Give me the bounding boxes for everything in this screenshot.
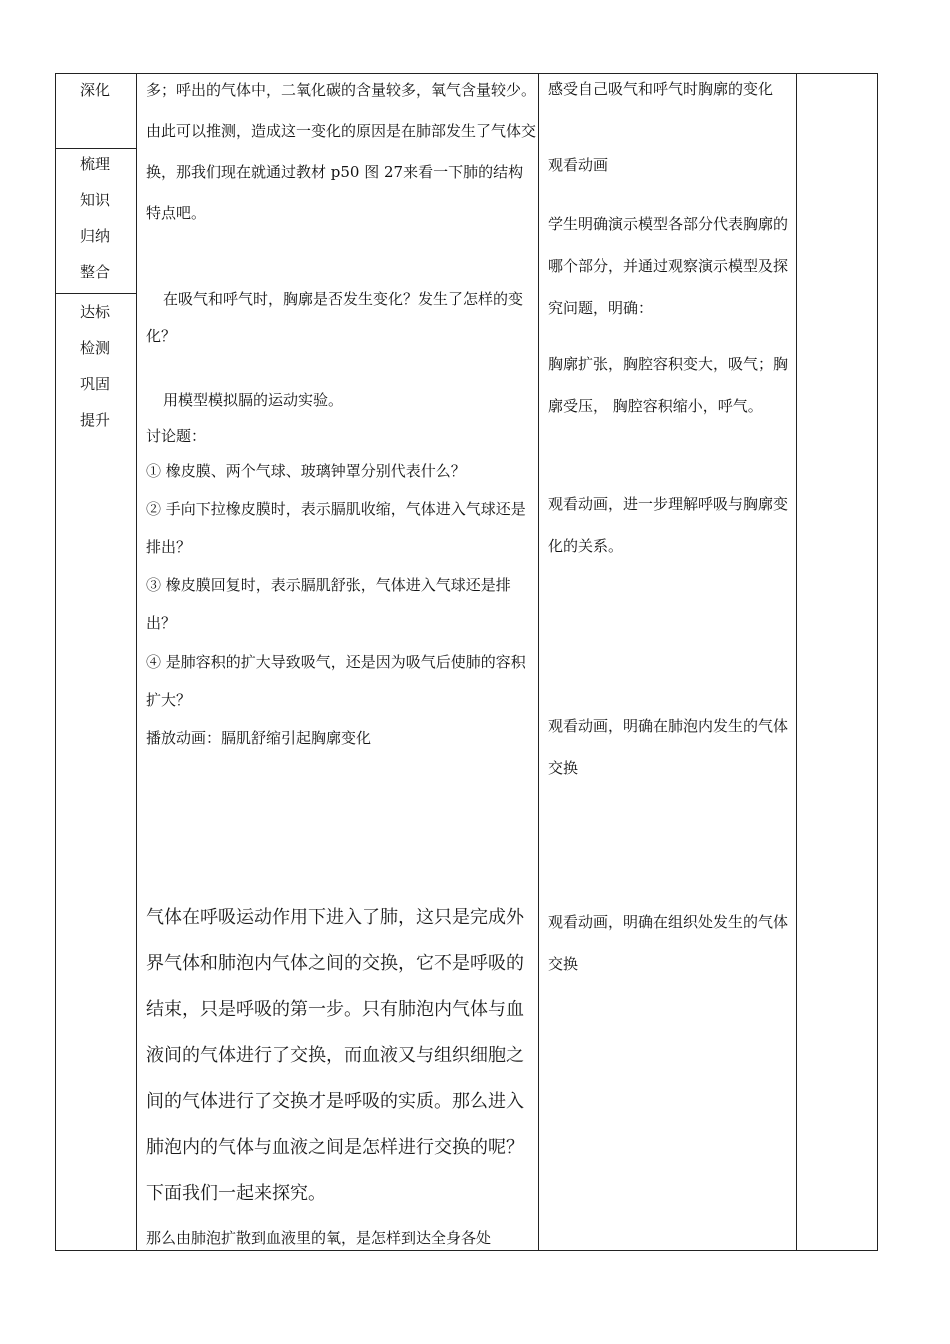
teacher-paragraph-lung-structure: 多；呼出的气体中，二氧化碳的含量较多，氧气含量较少。由此可以推测，造成这一变化的原因是在肺部发生了气体交换，那我们现在就通过教材 p50 图 27来看一下肺的结构特点吧。 (146, 81, 537, 222)
column-divider (538, 73, 539, 1251)
stage-label-summarize: 梳理 知识 归纳 整合 (80, 155, 111, 281)
discussion-question-2: ② 手向下拉橡皮膜时，表示膈肌收缩，气体进入气球还是排出？ (146, 500, 526, 556)
column-divider (796, 73, 797, 1251)
stage-label-assess: 达标 检测 巩固 提升 (80, 303, 111, 429)
teacher-discussion-heading: 讨论题： (146, 427, 207, 445)
discussion-question-3: ③ 橡皮膜回复时，表示膈肌舒张，气体进入气球还是排出？ (146, 576, 511, 632)
teacher-paragraph-oxygen-transport: 那么由肺泡扩散到血液里的氧，是怎样到达全身各处 (146, 1229, 492, 1247)
student-activity-model: 学生明确演示模型各部分代表胸廓的哪个部分，并通过观察演示模型及探究问题，明确： (548, 215, 789, 317)
teacher-play-animation: 播放动画：膈肌舒缩引起胸廓变化 (146, 729, 372, 747)
teacher-model-experiment: 用模型模拟膈的运动实验。 (163, 391, 344, 409)
stage-label-deepen: 深化 (80, 81, 111, 99)
discussion-question-4: ④ 是肺容积的扩大导致吸气，还是因为吸气后使肺的容积扩大？ (146, 653, 526, 709)
column-divider (136, 73, 137, 1251)
student-activity-feel-chest: 感受自己吸气和呼气时胸廓的变化 (548, 80, 774, 98)
student-conclusion: 胸廓扩张，胸腔容积变大，吸气；胸廓受压， 胸腔容积缩小，呼气。 (548, 355, 789, 415)
student-activity-alveoli: 观看动画，明确在肺泡内发生的气体交换 (548, 717, 789, 777)
student-activity-watch: 观看动画 (548, 156, 609, 174)
teacher-paragraph-gas-exchange: 气体在呼吸运动作用下进入了肺，这只是完成外界气体和肺泡内气体之间的交换，它不是呼吸的结束，只是呼吸的第一步。只有肺泡内气体与血液间的气体进行了交换，而血液又与组织细胞之间的气体进行了交换才是呼吸的实质。那么进入肺泡内的气体与血液之间是怎样进行交换的呢？下面我们一起来探究。 (146, 907, 524, 1204)
student-activity-tissue: 观看动画，明确在组织处发生的气体交换 (548, 913, 789, 973)
teacher-question-chest: 在吸气和呼气时，胸廓是否发生变化？发生了怎样的变化？ (146, 290, 524, 345)
discussion-question-1: ① 橡皮膜、两个气球、玻璃钟罩分别代表什么？ (146, 462, 466, 480)
student-activity-relation: 观看动画，进一步理解呼吸与胸廓变化的关系。 (548, 495, 789, 555)
